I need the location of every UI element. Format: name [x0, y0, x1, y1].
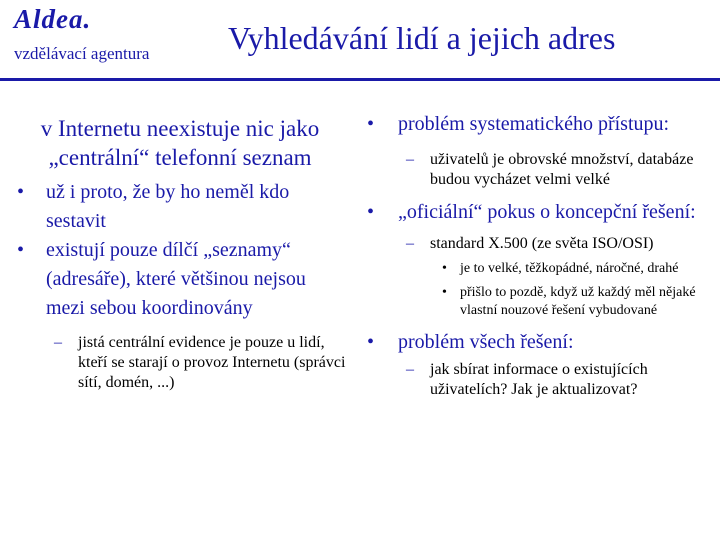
sub-bullet-text: jak sbírat informace o existujících uživatelích? Jak je aktualizovat? — [430, 361, 648, 398]
agency-subtitle: vzdělávací agentura — [14, 44, 150, 63]
dash-icon: – — [406, 151, 414, 168]
sub-bullet-item — [366, 150, 716, 190]
bullet-text: už i proto, že by ho neměl kdo sestavit — [46, 181, 290, 232]
sub-bullet-text: jistá centrální evidence je pouze u lidí, kteří se starají o provoz Internetu (správci sítí, domén, ...) — [78, 334, 346, 391]
small-bullet-icon: • — [442, 285, 447, 300]
bullet-item — [366, 330, 716, 354]
sub-bullet-item — [366, 360, 716, 400]
bullet-icon: • — [367, 201, 375, 223]
bullet-text: „oficiální“ pokus o koncepční řešení: — [398, 201, 696, 223]
bullet-icon: • — [17, 181, 25, 203]
sub-bullet-text: uživatelů je obrovské množství, databáze budou vycházet velmi velké — [430, 151, 694, 188]
bullet-text: existují pouze dílčí „seznamy“ (adresáře), které většinou nejsou mezi sebou koordinovány — [46, 239, 306, 319]
sub-sub-bullet-item — [366, 284, 716, 320]
bullet-item — [14, 178, 346, 236]
sub-bullet-item — [14, 333, 346, 393]
bullet-item — [14, 236, 346, 323]
bullet-text: problém všech řešení: — [398, 331, 574, 353]
dash-icon: – — [406, 235, 414, 252]
bullet-icon: • — [367, 331, 375, 353]
bullet-item — [366, 112, 716, 136]
slide-title: Vyhledávání lidí a jejich adres — [228, 20, 616, 56]
dash-icon: – — [54, 334, 62, 351]
bullet-icon: • — [17, 239, 25, 261]
bullet-item — [366, 200, 716, 224]
intro-statement: v Internetu neexistuje nic jako „centrální“ telefonní seznam — [40, 116, 320, 170]
sub-sub-bullet-item — [366, 260, 716, 278]
header-divider — [0, 78, 720, 81]
bullet-icon: • — [367, 113, 375, 135]
sub-bullet-text: standard X.500 (ze světa ISO/OSI) — [430, 235, 654, 252]
sub-sub-bullet-text: přišlo to pozdě, když už každý měl nějaké vlastní nouzové řešení vybudované — [460, 285, 696, 318]
sub-sub-bullet-text: je to velké, těžkopádné, náročné, drahé — [460, 261, 679, 276]
sub-bullet-item — [366, 234, 716, 254]
aldea-logo: Aldea. — [14, 4, 92, 34]
small-bullet-icon: • — [442, 261, 447, 276]
right-column — [366, 112, 716, 400]
bullet-text: problém systematického přístupu: — [398, 113, 670, 135]
left-column — [14, 114, 346, 393]
dash-icon: – — [406, 361, 414, 378]
